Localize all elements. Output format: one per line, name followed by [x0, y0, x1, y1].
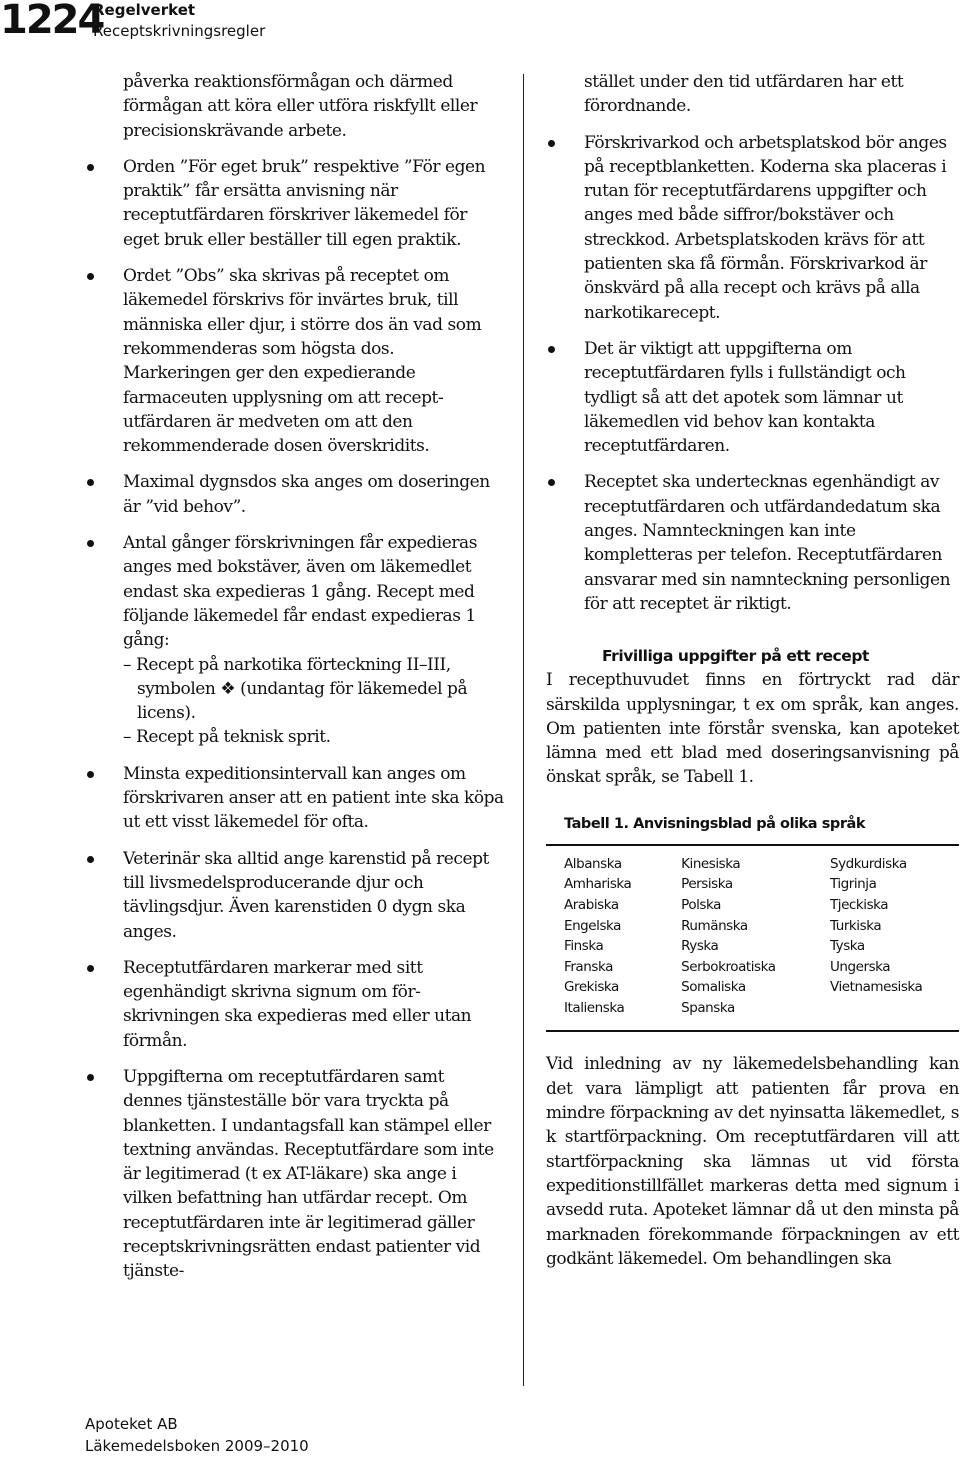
bullet-text: Veterinär ska alltid ange karenstid på recept till livsmedelsproducerande djur och tävlingsdjur. Även karenstiden 0 dygn ska anges.	[123, 848, 489, 942]
bullet-text: Receptutfärdaren markerar med sitt egenhändigt skrivna signum om förskrivningen ska expedieras med eller utan förmån.	[123, 957, 472, 1051]
section-paragraph: I recepthuvudet finns en förtryckt rad där särskilda upplysningar, t ex om språk, kan anges. Om patienten inte förstår svenska, kan apoteket lämna med ett blad med doseringsanvisning på önskat språk, se Tabell 1.	[546, 670, 959, 788]
bullet-text: Receptet ska undertecknas egenhändigt av receptutfärdaren och utfärdandedatum ska anges. Namnteckningen kan inte kompletteras per telefon. Receptutfärdaren ansvarar med sin namnteckning personligen för att receptet är riktigt.	[584, 472, 951, 614]
table-column	[830, 854, 959, 1019]
bullet-text: Ordet ”Obs” ska skrivas på receptet om läkemedel förskrivs för invärtes bruk, till människa eller djur, i större dos än vad som rekommenderas som högsta dos. Markeringen ger den expedierande farmaceuten upplysning om att receptutfärdaren är medveten om att den rekommenderade dosen överskridits.	[123, 266, 482, 457]
list-item	[85, 264, 505, 458]
table-cell: Sydkurdiska	[829, 855, 907, 872]
table-cell: Serbokroatiska	[681, 958, 776, 975]
table-column	[546, 854, 681, 1019]
section-heading: Frivilliga uppgifter på ett recept	[602, 647, 869, 666]
dash-item-text: – Recept på narkotika förteckning II–III, symbolen	[123, 654, 451, 699]
list-item	[85, 956, 505, 1053]
column-divider	[523, 74, 524, 1386]
bullet-text: Uppgifterna om receptutfärdaren samt dennes tjänsteställe bör vara tryckta på blanketten. I undantagsfall kan stämpel eller textning användas. Receptutfärdare som inte är legitimerad (t ex AT-läkare) ska ange i vilken befattning han utfärdar recept. Om receptutfärdaren inte är legitimerad gäller receptskrivningsrätten endast patienter vid tjänste-	[123, 1066, 494, 1282]
right-bullet-list	[546, 131, 959, 617]
list-item	[85, 531, 505, 750]
table-cell: Finska	[564, 938, 604, 955]
list-item	[85, 155, 505, 252]
table-cell: Ryska	[681, 938, 719, 955]
table-cell: Persiska	[681, 876, 733, 893]
left-bullet-list	[85, 155, 505, 1284]
table-cell: Kinesiska	[681, 855, 741, 872]
header-title: Regelverket	[93, 1, 196, 19]
footer-publisher: Apoteket AB	[85, 1415, 178, 1433]
page-footer	[85, 1413, 309, 1457]
language-table	[546, 844, 959, 1033]
table-cell: Ungerska	[829, 958, 891, 975]
list-item	[85, 470, 505, 519]
left-column	[85, 70, 505, 1296]
dash-item-narcotics	[123, 653, 505, 726]
header-subtitle: Receptskrivningsregler	[93, 22, 266, 40]
left-intro-paragraph: påverka reaktionsförmågan och därmed förmågan att köra eller utföra riskfyllt eller precisionskrävande arbete.	[123, 72, 478, 141]
list-item	[85, 847, 505, 944]
bullet-text: Maximal dygnsdos ska anges om doseringen är ”vid behov”.	[123, 472, 490, 517]
table-cell: Grekiska	[564, 979, 619, 996]
table-cell: Franska	[564, 958, 613, 975]
list-item	[85, 762, 505, 835]
page-number: 1224	[0, 0, 104, 43]
table-cell: Turkiska	[829, 917, 882, 934]
list-item	[546, 131, 959, 325]
table-cell: Vietnamesiska	[829, 979, 923, 996]
table-cell: Rumänska	[681, 917, 748, 934]
table-cell: Somaliska	[681, 979, 746, 996]
bullet-text: Orden ”För eget bruk” respektive ”För egen praktik” får ersätta anvisning när receptutfärdaren förskriver läkemedel för eget bruk eller beställer till egen praktik.	[123, 156, 486, 250]
diamond-symbol-icon: ❖	[220, 678, 236, 699]
table-cell: Polska	[681, 896, 721, 913]
table-cell: Albanska	[564, 855, 622, 872]
bullet-text: Minsta expeditionsintervall kan anges om förskrivaren anser att en patient inte ska köpa ut ett visst läkemedel för ofta.	[123, 763, 504, 833]
bullet-text: Antal gånger förskrivningen får expedieras anges med bokstäver, även om läkemedlet endast ska expedieras 1 gång. Recept med följande läkemedel får endast expedieras 1 gång:	[123, 533, 477, 651]
list-item	[546, 470, 959, 616]
dash-item-technical-spirit: – Recept på teknisk sprit.	[123, 727, 331, 748]
table-caption: Tabell 1. Anvisningsblad på olika språk	[564, 815, 866, 832]
list-item	[546, 337, 959, 458]
list-item	[85, 1065, 505, 1284]
table-cell: Amhariska	[564, 876, 632, 893]
table-cell: Arabiska	[564, 896, 619, 913]
bullet-text: Förskrivarkod och arbetsplatskod bör anges på receptblanketten. Koderna ska placeras i rutan för receptutfärdarens uppgifter och anges med både siffror/bokstäver och streckkod. Arbetsplatskoden krävs för att patienten ska få förmån. Förskrivarkod är önskvärd på alla recept och krävs på alla narkotikarecept.	[584, 132, 947, 323]
table-cell: Tjeckiska	[829, 896, 889, 913]
table-cell: Italienska	[564, 999, 625, 1016]
right-continuation-paragraph: stället under den tid utfärdaren har ett förordnande.	[584, 72, 904, 117]
table-cell: Spanska	[681, 999, 735, 1016]
table-cell: Tigrinja	[829, 876, 877, 893]
footer-book-title: Läkemedelsboken 2009–2010	[85, 1437, 309, 1455]
dash-item-text: (undantag för läkemedel på licens).	[137, 678, 468, 724]
table-cell: Engelska	[564, 917, 621, 934]
table-column	[681, 854, 830, 1019]
closing-paragraph: Vid inledning av ny läkemedelsbehandling kan det vara lämpligt att patienten får prova en mindre förpackning av det nyinsatta läkemedlet, s k startförpackning. Om receptutfärdaren vill att startförpackning ska lämnas ut vid första expeditionstillfället markeras detta med signum i avsedd ruta. Apoteket lämnar då ut den minsta på marknaden förekommande förpackningen av ett godkänt läkemedel. Om behandlingen ska	[546, 1054, 959, 1269]
right-column	[546, 70, 959, 1271]
bullet-text: Det är viktigt att uppgifterna om receptutfärdaren fylls i fullständigt och tydligt så att det apotek som lämnar ut läkemedlen vid behov kan kontakta receptutfärdaren.	[584, 338, 906, 457]
table-cell: Tyska	[829, 938, 865, 955]
